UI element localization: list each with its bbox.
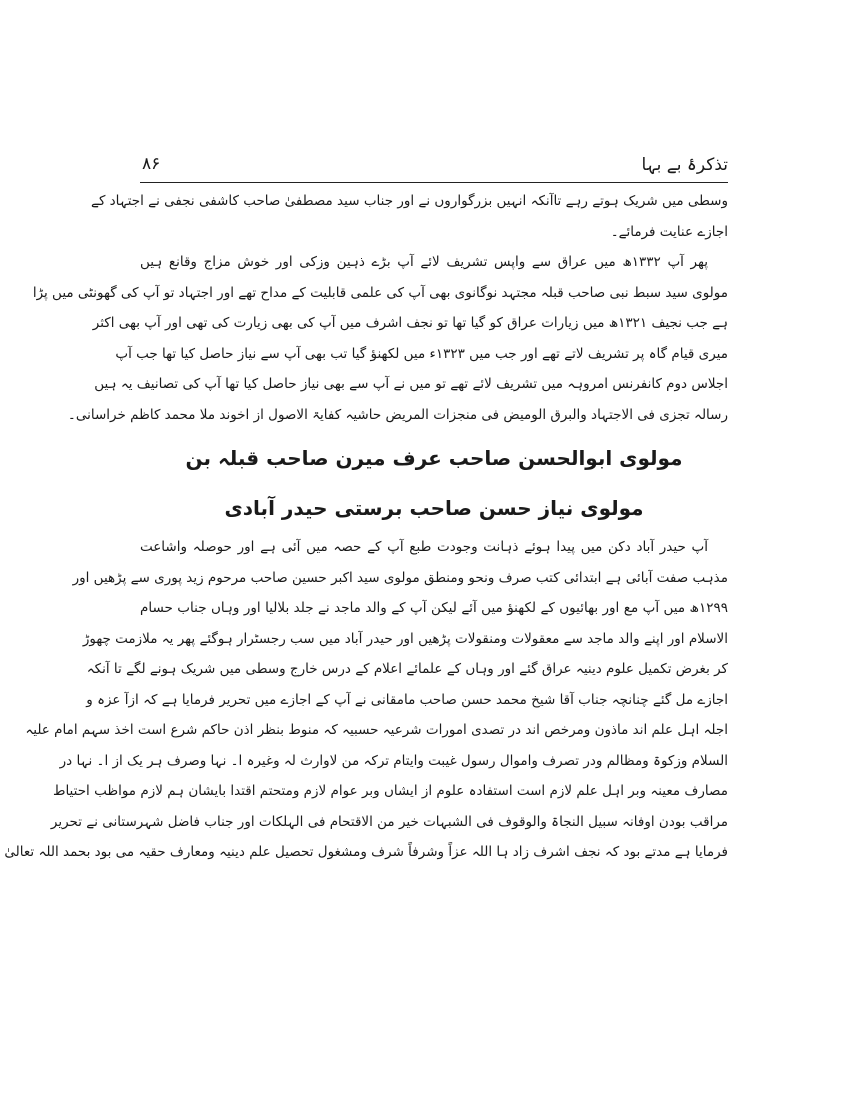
- text-line: آپ حیدر آباد دکن میں پیدا ہوئے ذہانت وجودت طبع آپ کے حصہ میں آئی ہے اور حوصلہ واشاعت: [140, 539, 708, 555]
- text-line: میری قیام گاہ پر تشریف لاتے تھے اور جب میں ۱۳۲۳ء میں لکھنؤ گیا تب بھی آپ سے نیاز حاصل کیا تھا جب آپ: [115, 345, 728, 362]
- section-heading-line2: مولوی نیاز حسن صاحب برستی حیدر آبادی: [224, 496, 644, 520]
- text-line: ہے جب نجیف ۱۳۲۱ھ میں زیارات عراق کو گیا تھا تو نجف اشرف میں آپ کی بھی زیارت کی تھی اور آپ بھی اکثر: [92, 315, 728, 331]
- section-heading-line1: مولوی ابوالحسن صاحب عرف میرن صاحب قبلہ بن: [185, 446, 683, 470]
- text-line: اجازے عنایت فرمائے۔: [610, 223, 728, 240]
- text-line: کر بغرض تکمیل علوم دینیہ عراق گئے اور وہاں کے علمائے اعلام کے درس خارج وسطی میں شریک ہونے لگے تا آنکہ: [86, 661, 728, 677]
- book-title: تذکرۂ بے بہا: [641, 155, 728, 175]
- text-line: رسالہ تجزی فی الاجتہاد والبرق الومیض فی منجزات المریض حاشیہ کفایۃ الاصول از اخوند ملا محمد کاظم خراسانی۔: [67, 406, 728, 423]
- text-line: فرمایا ہے مدتے بود کہ نجف اشرف زاد ہا اللہ عزاً وشرفاً شرف ومشغول تحصیل علم دینیہ ومعارف حقیہ می بود بحمد اللہ تعالیٰ: [4, 844, 728, 860]
- text-line: مراقب بودن اوفانہ سبیل النجاۃ والوقوف فی الشبہات خیر من الاقتحام فی الہلکات اور جناب فاضل شہرستانی نے تحریر: [50, 813, 728, 830]
- text-line: ۱۲۹۹ھ میں آپ مع اور بھائیوں کے لکھنؤ میں آئے لیکن آپ کے والد ماجد نے جلد بلالیا اور وہاں جناب حسام: [140, 600, 728, 616]
- page-header: [140, 150, 728, 183]
- text-line: مولوی سید سبط نبی صاحب قبلہ مجتہد نوگانوی بھی آپ کی علمی قابلیت کے مداح تھے اور اجتہاد تو آپ کی گھونٹی میں پڑا: [32, 284, 728, 301]
- text-line: اجلاس دوم کانفرنس امروہہ میں تشریف لائے تھے تو میں نے آپ سے بھی نیاز حاصل کیا تھا آپ کی تصانیف یہ ہیں: [94, 376, 728, 392]
- text-line: مذہب صفت آبائی ہے ابتدائی کتب صرف ونحو ومنطق مولوی سید اکبر حسین صاحب مرحوم زید پوری سے پڑھیں اور: [72, 569, 728, 586]
- text-line: اجلہ اہل علم اند ماذون ومرخص اند در تصدی امورات شرعیہ حسبیہ کہ منوط بنظر اذن حاکم شرع است اخذ سہم امام علیہ: [25, 722, 728, 738]
- page-body: [4, 186, 728, 868]
- page-number: ۸۶: [142, 154, 161, 174]
- text-line: مصارف معینہ وبر اہل علم لازم است استفادہ علوم از ایشاں وبر عوام لازم ومتحتم اقتدا بایشان ہم لازم مواظب احتیاط: [52, 783, 728, 799]
- text-line: پھر آپ ۱۳۳۲ھ میں عراق سے واپس تشریف لائے آپ بڑے ذہین وزکی اور خوش مزاج وقانع ہیں: [140, 254, 708, 270]
- text-line: السلام وزکوۃ ومظالم ودر تصرف واموال رسول غیبت وایتام ترکہ من لاوارث لہ وغیرہ ا۔ نہا وصرف ہر یک از ا۔ نہا در: [59, 752, 728, 769]
- text-line: الاسلام اور اپنے والد ماجد سے معقولات ومنقولات پڑھیں اور حیدر آباد میں سب رجسٹرار ہوگئے پھر یہ ملازمت چھوڑ: [82, 630, 728, 647]
- text-line: وسطی میں شریک ہوتے رہے تاآنکہ انہیں بزرگواروں نے اور جناب سید مصطفیٰ صاحب کاشفی نجفی نے اجتہاد کے: [91, 193, 728, 209]
- text-line: اجازے مل گئے چنانچہ جناب آقا شیخ محمد حسن صاحب مامقانی نے آپ کے اجازے میں تحریر فرمایا ہے کہ ازآ عزہ و: [86, 691, 728, 708]
